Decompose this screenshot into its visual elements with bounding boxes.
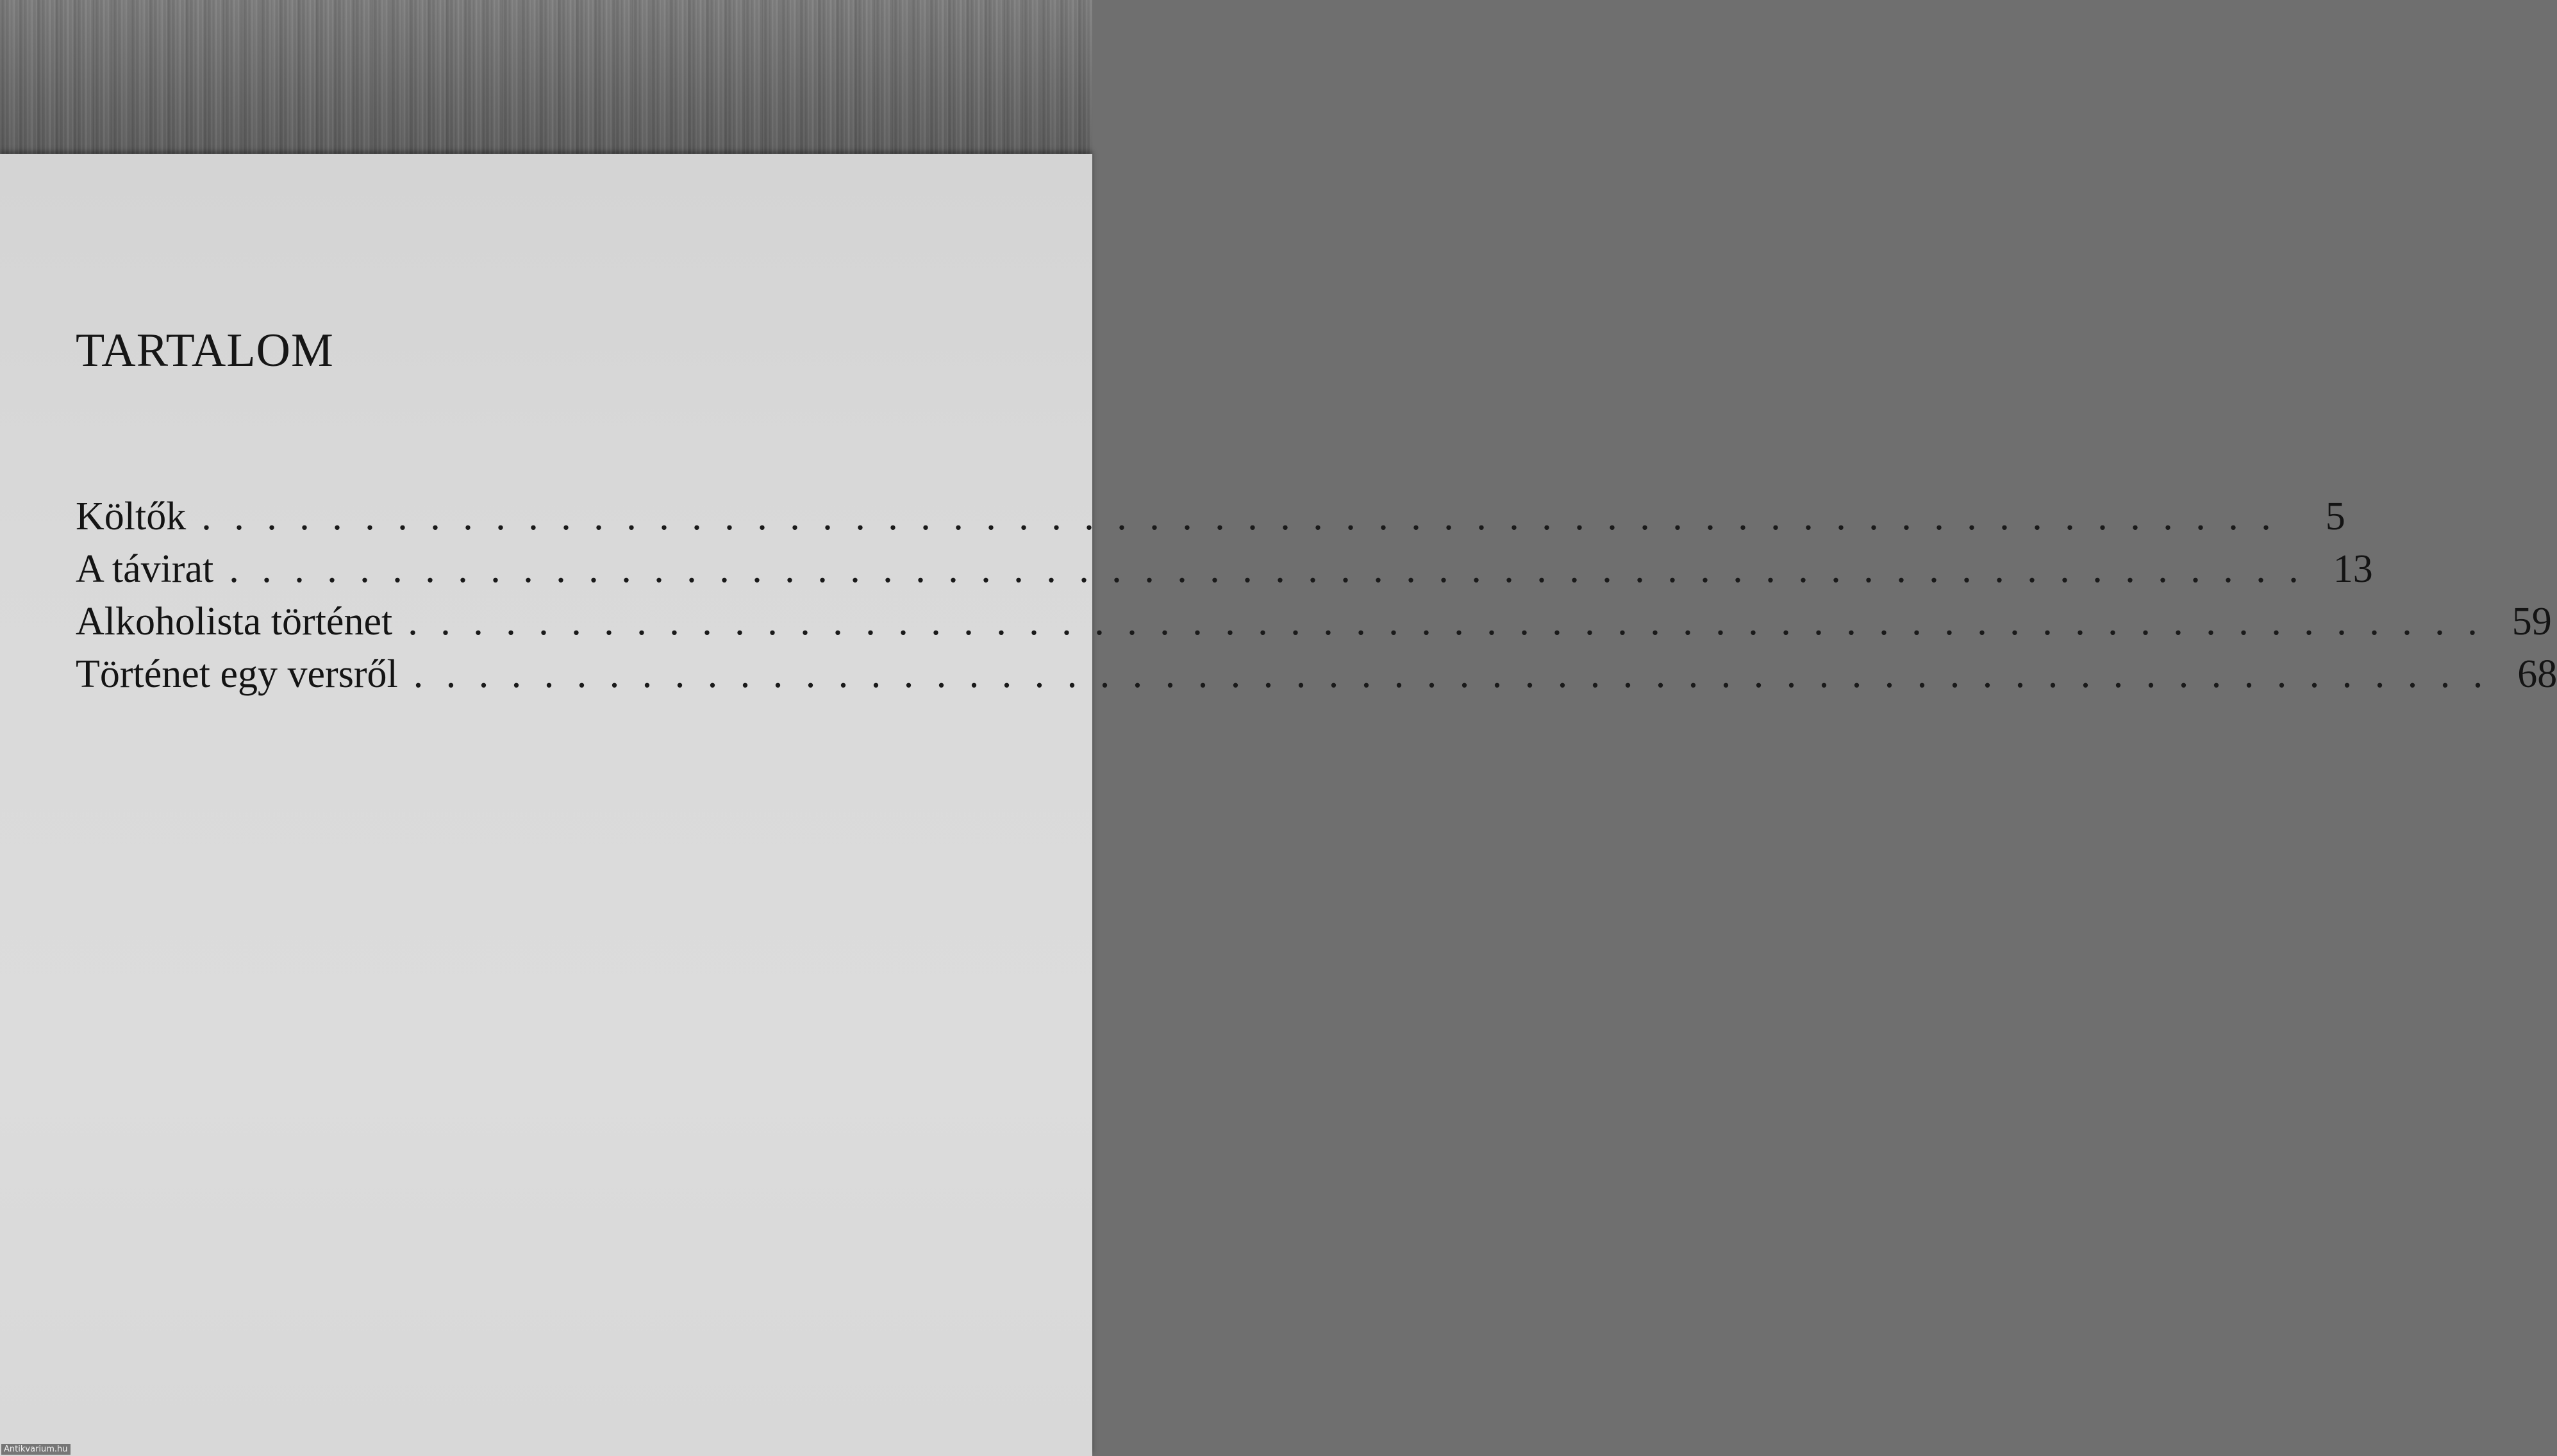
toc-entry (76, 648, 2557, 700)
toc-entry-page: 5 (2325, 495, 2345, 538)
watermark: Antikvarium.hu (1, 1444, 71, 1455)
toc-entry (76, 490, 2345, 543)
toc-entry-page: 59 (2511, 600, 2552, 643)
dot-leader: . . . . . . . . . . . . . . . . . . . . . . . . . . . . . . . . . . . . . . . . . . . . . . . . . . . . . . . . . . . . . . . . (408, 600, 2484, 643)
toc-entry (76, 595, 2552, 648)
dot-leader: . . . . . . . . . . . . . . . . . . . . . . . . . . . . . . . . . . . . . . . . . . . . . . . . . . . . . . . . . . . . . . . . (229, 547, 2305, 591)
toc-entry (76, 543, 2373, 595)
dot-leader: . . . . . . . . . . . . . . . . . . . . . . . . . . . . . . . . . . . . . . . . . . . . . . . . . . . . . . . . . . . . . . . . (201, 495, 2278, 538)
toc-entry-title: A távirat (76, 547, 214, 591)
toc-entry-title: Költők (76, 495, 187, 538)
toc-entry-page: 68 (2517, 652, 2557, 696)
toc-heading: TARTALOM (76, 324, 334, 377)
toc-entry-title: Történet egy versről (76, 652, 398, 696)
toc-list (76, 490, 2557, 700)
toc-entry-title: Alkoholista történet (76, 600, 393, 643)
toc-entry-page: 13 (2333, 547, 2373, 591)
table-surface (0, 0, 1092, 160)
dot-leader: . . . . . . . . . . . . . . . . . . . . . . . . . . . . . . . . . . . . . . . . . . . . . . . . . . . . . . . . . . . . . . . . (413, 652, 2490, 696)
